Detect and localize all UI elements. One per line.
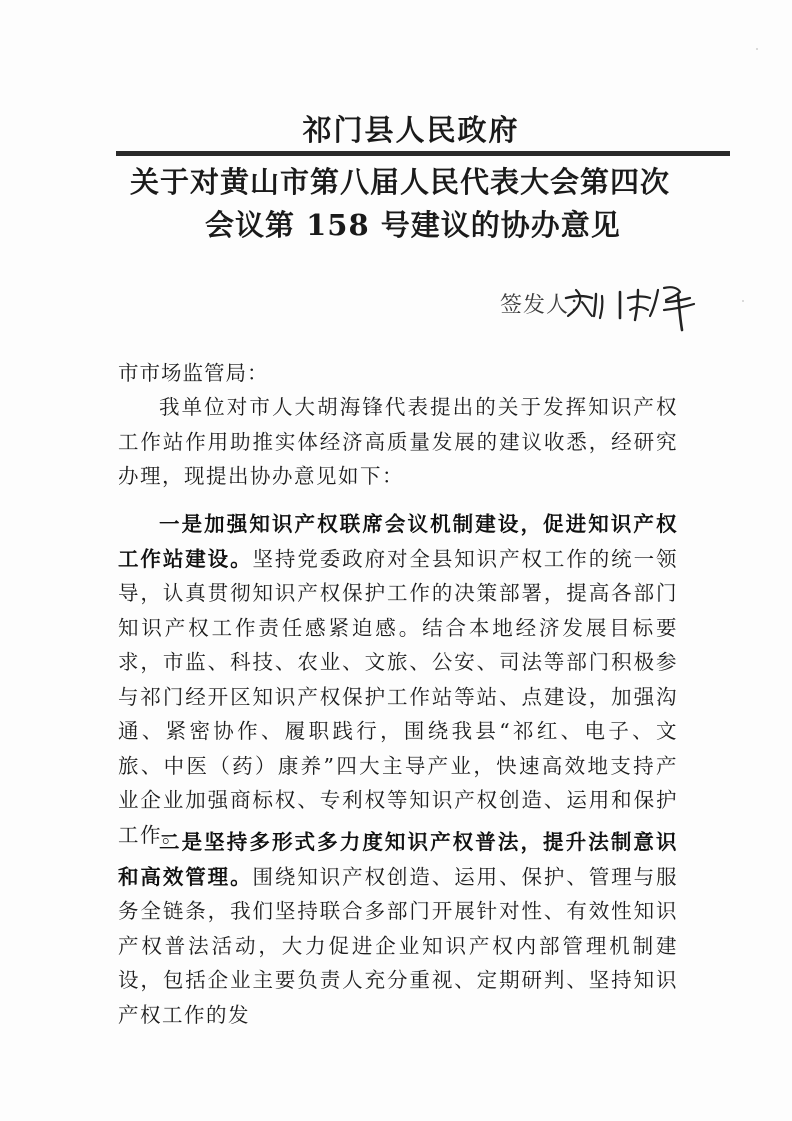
issuer-heading: 祁门县人民政府 [302,113,520,147]
paragraph-point-two-lead: 二是坚持多形式多力度知识产权普法，提升法制意识和高效管理。 [118,830,678,889]
paragraph-point-one-body: 坚持党委政府对全县知识产权工作的统一领导，认真贯彻知识产权保护工作的决策部署，提高各部门知识产权工作责任感紧迫感。结合本地经济发展目标要求，市监、科技、农业、文旅、公安、司法等部门积极参与祁门经开区知识产权保护工作站等站、点建设，加强沟通、紧密协作、履职践行，围绕我县“祁红、电子、文旅、中医（药）康养”四大主导产业，快速高效地支持产业企业加强商标权、专利权等知识产权创造、运用和保护工作。 [118,546,678,847]
scan-speck [742,300,744,302]
document-title-line-2: 会议第 158 号建议的协办意见 [205,208,621,242]
header-rule [116,151,730,156]
handwritten-signature-icon [562,276,712,332]
document-title-line-1: 关于对黄山市第八届人民代表大会第四次 [130,165,671,199]
paragraph-intro: 我单位对市人大胡海锋代表提出的关于发挥知识产权工作站作用助推实体经济高质量发展的建议收悉，经研究办理，现提出协办意见如下： [118,395,678,488]
scan-speck [756,48,758,50]
paragraph-point-one [118,507,678,852]
paragraph-point-two [118,825,678,1032]
paragraph-point-one-lead: 一是加强知识产权联席会议机制建设，促进知识产权工作站建设。 [118,512,678,571]
paragraph-point-two-body: 围绕知识产权创造、运用、保护、管理与服务全链条，我们坚持联合多部门开展针对性、有效性知识产权普法活动，大力促进企业知识产权内部管理机制建设，包括企业主要负责人充分重视、定期研判、坚持知识产权工作的发 [118,864,678,1027]
signer-label: 签发人： [500,293,593,318]
addressee-line: 市市场监管局： [118,361,269,385]
